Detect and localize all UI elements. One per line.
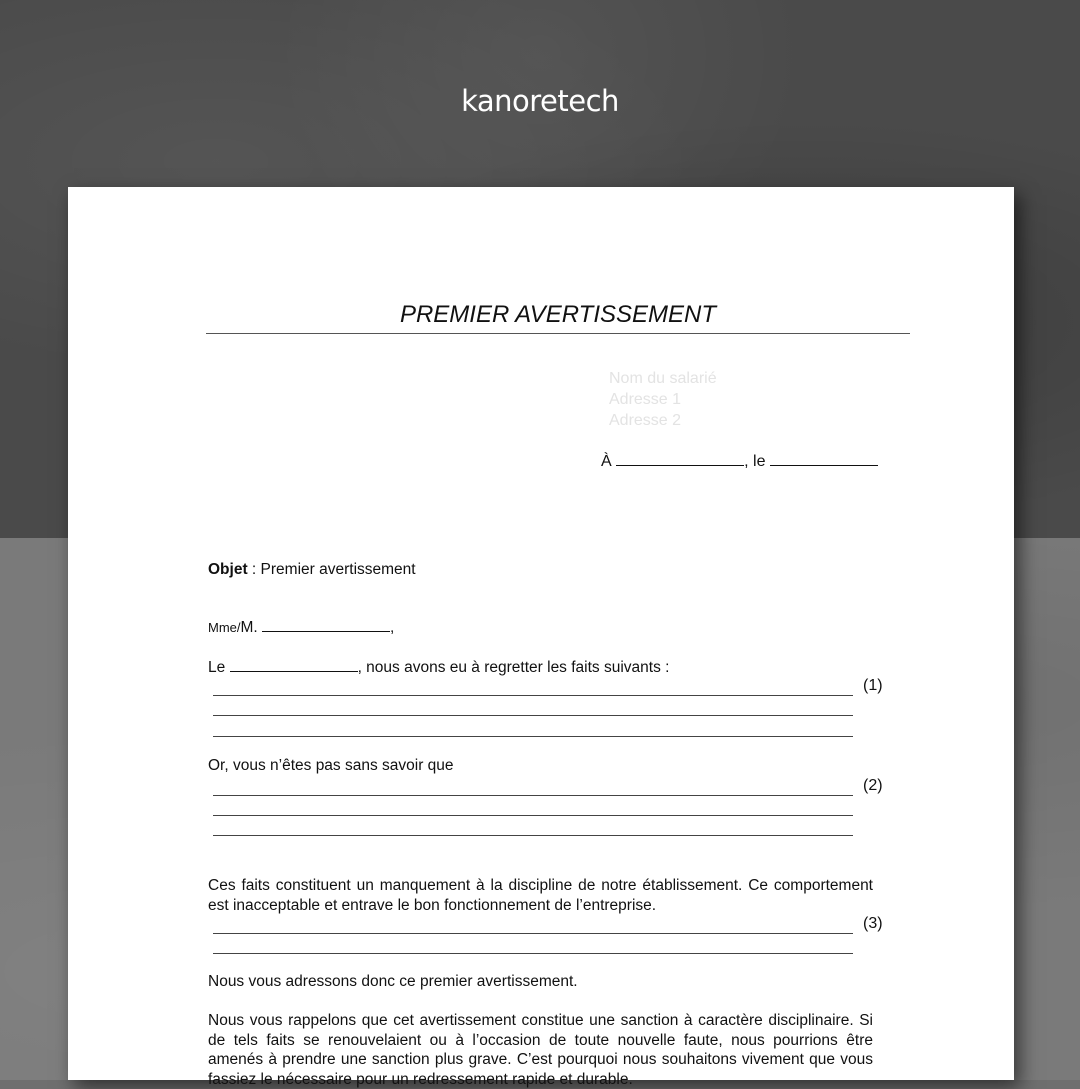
awareness-rule-2 [213,815,853,816]
facts-suffix: , nous avons eu à regretter les faits suivants : [357,659,670,676]
date-blank [770,451,878,466]
misconduct-rule-1 [213,933,853,934]
warning-paragraph: Nous vous adressons donc ce premier avertissement. [208,973,578,990]
place-date-line [601,451,878,471]
awareness-line: Or, vous n’êtes pas sans savoir que [208,757,454,774]
name-blank [262,617,390,632]
date-connector: , le [744,453,766,470]
recipient-address-line-2: Adresse 2 [609,412,682,429]
salutation-suffix: , [390,619,395,636]
awareness-rule-1 [213,795,853,796]
note-marker-3: (3) [863,915,883,932]
place-blank [616,451,744,466]
facts-intro-line [208,657,669,677]
brand-logo: kanoretech [461,84,619,118]
subject-text: : Premier avertissement [247,561,416,578]
salutation-prefix: Mme/ [208,620,241,635]
subject-line [208,561,416,579]
recipient-name: Nom du salarié [609,370,717,387]
awareness-rule-3 [213,835,853,836]
facts-prefix: Le [208,659,226,676]
facts-rule-1 [213,695,853,696]
recipient-address-line-1: Adresse 1 [609,391,682,408]
salutation-line [208,617,394,637]
facts-rule-2 [213,715,853,716]
facts-rule-3 [213,736,853,737]
recipient-address [609,368,717,431]
misconduct-paragraph: Ces faits constituent un manquement à la discipline de notre établissement. Ce comportement est inacceptable et entrave le bon fonctionnement de l’entreprise. [208,877,873,914]
document-page [68,187,1014,1088]
place-prefix: À [601,453,612,470]
misconduct-rule-2 [213,953,853,954]
salutation-main: M. [240,619,258,636]
document-title: PREMIER AVERTISSEMENT [206,301,910,334]
reminder-paragraph: Nous vous rappelons que cet avertissement constitue une sanction à caractère disciplinaire. Si de tels faits se renouvelaient ou à l’occasion de toute nouvelle faute, nous pourrions être amenés à prendre une sanction plus grave. C’est pourquoi nous souhaitons vivement que vous fassiez le nécessaire pour un redressement rapide et durable. [208,1012,873,1088]
note-marker-1: (1) [863,677,883,694]
note-marker-2: (2) [863,777,883,794]
subject-label: Objet [208,561,248,578]
facts-date-blank [230,657,358,672]
